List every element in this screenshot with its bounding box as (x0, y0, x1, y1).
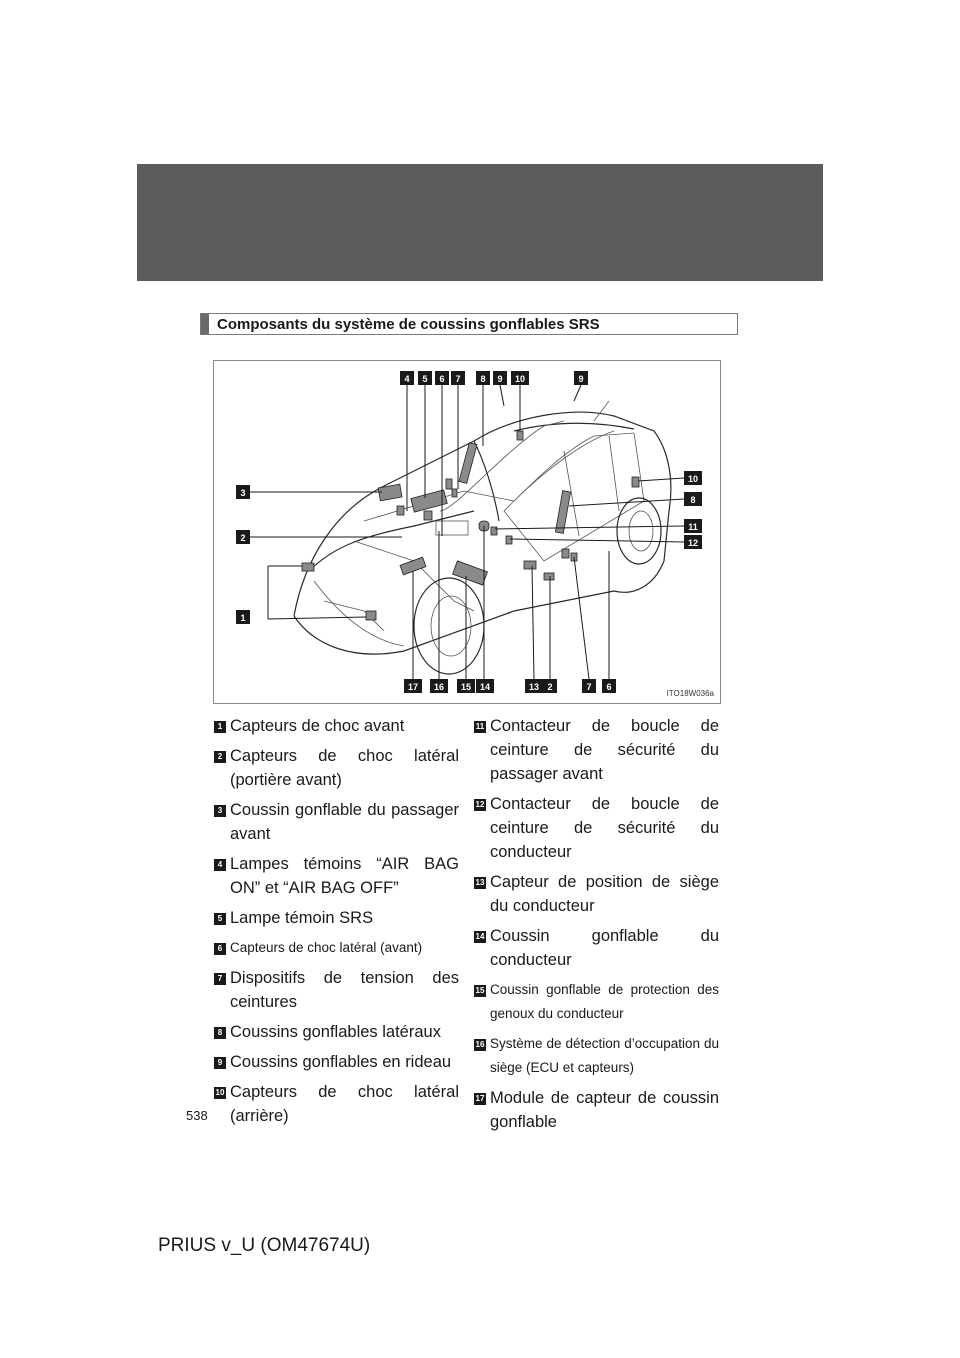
svg-text:8: 8 (480, 374, 486, 384)
legend-item (474, 870, 719, 918)
figure-code: ITO18W036a (666, 689, 714, 698)
svg-text:6: 6 (606, 682, 612, 692)
legend-text: Contacteur de boucle de ceinture de sécurité du conducteur (490, 795, 719, 861)
car-illustration (214, 361, 722, 705)
legend-text: Capteurs de choc avant (230, 717, 405, 735)
legend-text: Dispositifs de tension des ceintures (230, 969, 459, 1011)
page-number: 538 (186, 1108, 208, 1123)
svg-text:13: 13 (528, 682, 540, 692)
legend-number: 10 (215, 1088, 225, 1097)
legend-text: Coussins gonflables en rideau (230, 1053, 452, 1071)
callout-numbers-right (684, 471, 702, 549)
legend-item (214, 906, 459, 930)
legend-item (214, 744, 459, 792)
legend-item (474, 714, 719, 786)
legend-text: Coussins gonflables latéraux (230, 1023, 441, 1041)
legend-number: 17 (475, 1094, 485, 1103)
legend-number: 7 (214, 973, 226, 985)
svg-text:9: 9 (578, 374, 584, 384)
legend-item (214, 966, 459, 1014)
svg-text:5: 5 (422, 374, 428, 384)
legend-number: 15 (475, 986, 485, 995)
legend-text: Lampes témoins “AIR BAG ON” et “AIR BAG OFF” (230, 855, 459, 897)
legend-item (474, 792, 719, 864)
svg-text:15: 15 (460, 682, 472, 692)
legend-item (214, 852, 459, 900)
srs-parts (302, 421, 639, 620)
svg-text:2: 2 (547, 682, 553, 692)
legend-text: Contacteur de boucle de ceinture de sécurité du passager avant (490, 717, 719, 783)
legend-item (474, 1032, 719, 1080)
svg-text:9: 9 (497, 374, 503, 384)
legend-item (214, 714, 459, 738)
legend-number: 5 (214, 913, 226, 925)
svg-text:12: 12 (687, 538, 699, 548)
legend-item (214, 1050, 459, 1074)
legend-text: Module de capteur de coussin gonflable (490, 1089, 719, 1131)
legend-number: 13 (475, 878, 485, 887)
legend-number: 12 (475, 800, 485, 809)
legend-text: Système de détection d’occupation du siège (ECU et capteurs) (490, 1036, 719, 1075)
legend-number: 6 (214, 943, 226, 955)
legend-number: 14 (475, 932, 485, 941)
svg-text:8: 8 (690, 495, 696, 505)
legend-text: Coussin gonflable de protection des genoux du conducteur (490, 982, 719, 1021)
callout-numbers-bottom (404, 679, 616, 693)
svg-text:3: 3 (240, 488, 246, 498)
svg-text:10: 10 (687, 474, 699, 484)
svg-text:14: 14 (479, 682, 491, 692)
legend-item (474, 1086, 719, 1134)
legend-item (214, 798, 459, 846)
svg-text:4: 4 (404, 374, 410, 384)
svg-text:16: 16 (433, 682, 445, 692)
footer-model-code: PRIUS v_U (OM47674U) (158, 1235, 371, 1256)
legend-text: Capteurs de choc latéral (arrière) (230, 1083, 459, 1125)
legend-number: 8 (214, 1027, 226, 1039)
legend-right (474, 714, 719, 1140)
legend-item (214, 936, 459, 960)
legend-number: 11 (475, 722, 485, 731)
legend-number: 2 (214, 751, 226, 763)
svg-text:2: 2 (240, 533, 246, 543)
legend-text: Capteur de position de siège du conducteur (490, 873, 719, 915)
section-title-text: Composants du système de coussins gonflables SRS (217, 316, 600, 333)
legend-number: 9 (214, 1057, 226, 1069)
legend-number: 16 (475, 1040, 485, 1049)
legend-number: 1 (214, 721, 226, 733)
title-bar-accent (201, 314, 209, 334)
legend-item (474, 924, 719, 972)
legend-text: Coussin gonflable du passager avant (230, 801, 459, 843)
header-band (137, 164, 823, 281)
legend-number: 4 (214, 859, 226, 871)
svg-text:17: 17 (407, 682, 419, 692)
legend-text: Lampe témoin SRS (230, 909, 374, 927)
wheels (414, 498, 661, 674)
svg-text:7: 7 (586, 682, 592, 692)
svg-text:1: 1 (240, 613, 246, 623)
section-title (200, 313, 738, 335)
callout-numbers-left (236, 485, 250, 624)
legend-item (214, 1080, 459, 1128)
svg-text:6: 6 (439, 374, 445, 384)
legend-text: Capteurs de choc latéral (avant) (230, 940, 423, 955)
car-diagram (213, 360, 721, 704)
legend-item (474, 978, 719, 1026)
legend-number: 3 (214, 805, 226, 817)
legend-left (214, 714, 459, 1134)
legend-text: Capteurs de choc latéral (portière avant) (230, 747, 459, 789)
callout-lines (250, 385, 684, 679)
svg-text:11: 11 (688, 522, 698, 532)
svg-text:10: 10 (514, 374, 526, 384)
svg-text:7: 7 (455, 374, 461, 384)
callout-numbers-top (400, 371, 588, 385)
legend-text: Coussin gonflable du conducteur (490, 927, 719, 969)
legend-item (214, 1020, 459, 1044)
